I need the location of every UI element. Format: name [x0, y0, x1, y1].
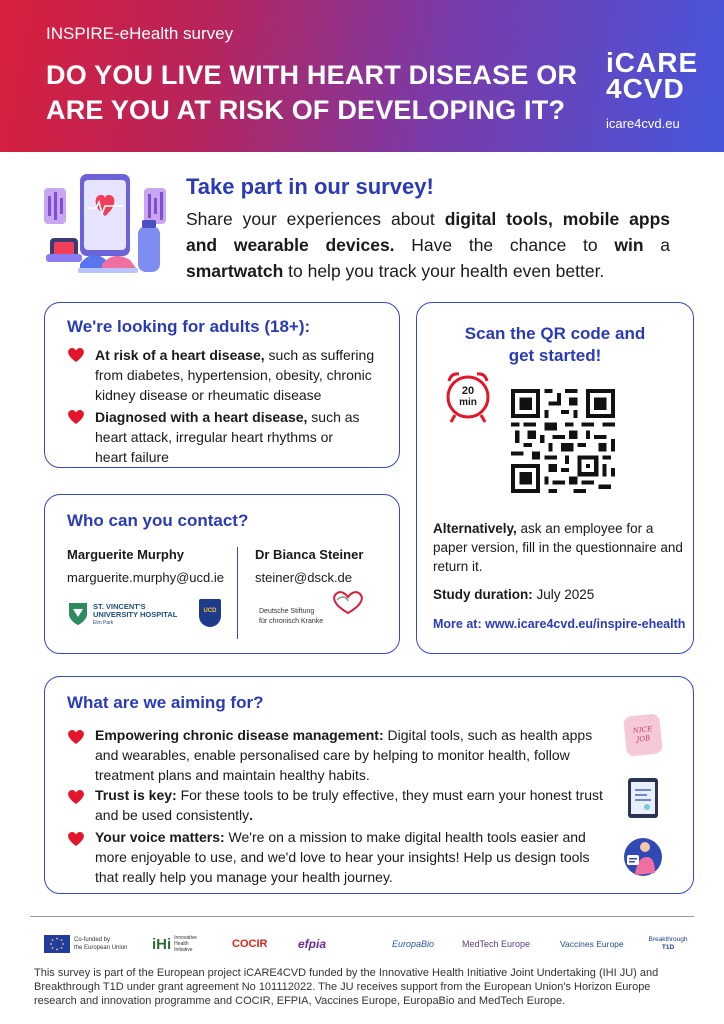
heart-icon [67, 347, 85, 363]
ucd-crest-text: UCD [203, 608, 217, 614]
contact-person-murphy [67, 547, 224, 585]
hero-title: Take part in our survey! [186, 174, 434, 199]
ihi-logo [152, 926, 212, 962]
aim-item-text: For these tools to be truly effective, they must earn your honest trust and be used consistently [95, 787, 603, 823]
logo-line-1: iCARE [606, 47, 699, 78]
headline-line-2: ARE YOU AT RISK OF DEVELOPING IT? [46, 95, 566, 125]
icare4cvd-logo [606, 47, 699, 131]
person-feedback-icon [623, 835, 663, 879]
timer-icon [443, 369, 493, 425]
aim-item-end: . [249, 807, 253, 823]
hero-text-bold: digital tools, mobile apps and wearable devices. [186, 209, 670, 255]
logo-url: icare4cvd.eu [606, 116, 680, 131]
aim-item [95, 827, 611, 887]
dsck-line-2: für chronisch Kranke [259, 618, 324, 625]
survey-kicker: INSPIRE-eHealth survey [46, 24, 234, 43]
timer-unit: min [459, 397, 477, 408]
heart-icon [67, 409, 85, 425]
contact-name: Dr Bianca Steiner [255, 547, 364, 562]
hero-text-part: to help you track your health even better. [283, 261, 605, 281]
eligibility-item-text: such as heart attack, irregular heart rhythms or heart failure [95, 409, 360, 465]
qr-card [416, 302, 694, 654]
contact-person-steiner [255, 547, 363, 585]
nice-job-sticker [623, 713, 663, 757]
hero-text-bold: smartwatch [186, 261, 284, 281]
eu-line-2: the European Union [74, 945, 128, 951]
svuh-line-2: UNIVERSITY HOSPITAL [93, 610, 178, 619]
vaccines-europe-logo: Vaccines Europe [560, 939, 624, 949]
ihi-line-2: Health [174, 941, 189, 947]
alternative-bold: Alternatively, [433, 521, 517, 536]
page-headline [46, 58, 577, 128]
ucd-crest [199, 599, 221, 627]
medtech-europe-logo: MedTech Europe [462, 939, 531, 949]
contact-card [44, 494, 400, 654]
funding-disclaimer: This survey is part of the European project iCARE4CVD funded by the Innovative Health Initiative Joint Undertaking (IHI JU) and Breakthrough T1D under grant agreement No 101112022. The JU receives support from the European Union's Horizon Europe research and innovation programme and COCIR, EFPIA, Vaccines Europe, EuropaBio and MedTech Europe. [34, 967, 659, 1007]
svuh-line-3: Elm Park [93, 620, 114, 626]
aim-item-bold: Empowering chronic disease management: [95, 727, 384, 743]
headline-line-1: DO YOU LIVE WITH HEART DISEASE OR [46, 60, 578, 90]
cocir-logo: COCIR [232, 938, 268, 950]
shield-icon [67, 601, 89, 627]
heart-icon [67, 789, 85, 805]
header-banner [0, 0, 724, 152]
contact-email[interactable]: steiner@dsck.de [255, 570, 353, 585]
dsck-logo [259, 591, 379, 631]
contact-email[interactable]: marguerite.murphy@ucd.ie [67, 570, 224, 585]
aim-item [95, 725, 611, 785]
study-duration [433, 585, 689, 604]
hero-text-part: Have the chance to [394, 235, 615, 255]
timer-value: 20 [461, 385, 475, 397]
heart-icon [67, 831, 85, 847]
partner-logos [0, 926, 724, 962]
ihi-mark: iHi [152, 935, 172, 953]
hero-text-bold: win [614, 235, 644, 255]
ihi-line-1: Innovative [174, 935, 197, 941]
eu-logo [44, 926, 134, 962]
eligibility-card [44, 302, 400, 468]
svuh-line-1: ST. VINCENT'S [93, 602, 146, 611]
qr-title-line-2: get started! [508, 346, 602, 365]
eligibility-item-bold: Diagnosed with a heart disease, [95, 409, 308, 425]
eligibility-item-bold: At risk of a heart disease, [95, 347, 265, 363]
hero-text [186, 206, 670, 284]
alternative-text [433, 519, 689, 576]
aims-card [44, 676, 694, 894]
aims-title: What are we aiming for? [67, 693, 264, 712]
breakthrough-t1d-logo [640, 926, 700, 962]
eu-line-1: Co-funded by [74, 937, 111, 943]
contact-name: Marguerite Murphy [67, 547, 185, 562]
alternative-body: ask an employee for a paper version, fill in the questionnaire and return it. [433, 521, 683, 574]
qr-title-line-1: Scan the QR code and [464, 324, 646, 343]
dsck-line-1: Deutsche Stiftung [259, 608, 315, 615]
aim-item-bold: Your voice matters: [95, 829, 225, 845]
logo-line-2: 4CVD [606, 73, 685, 104]
eligibility-item [95, 345, 391, 405]
eu-flag-icon [44, 935, 70, 953]
eligibility-item [95, 407, 365, 467]
qr-code[interactable] [511, 389, 615, 493]
efpia-logo: efpia [298, 937, 327, 951]
aim-item-bold: Trust is key: [95, 787, 177, 803]
breakthrough-line-2: T1D [661, 944, 675, 951]
contact-divider [237, 547, 238, 639]
aim-item-text: Digital tools, such as health apps and wearables, enable personalised care by helping to monitor health, follow treatment plans and maintain healthy habits. [95, 727, 593, 783]
eligibility-title: We're looking for adults (18+): [67, 317, 311, 336]
aim-item [95, 785, 611, 825]
qr-title [417, 323, 693, 367]
aim-item-text: We're on a mission to make digital health tools easier and more enjoyable to use, and we'd love to hear your insights! Help us design tools that really help you manage your health journey. [95, 829, 590, 885]
europabio-logo: EuropaBio [392, 939, 435, 949]
wearables-illustration [40, 168, 170, 286]
more-info-link[interactable]: More at: www.icare4cvd.eu/inspire-ehealth [433, 617, 686, 631]
duration-value: July 2025 [532, 587, 595, 602]
heart-outline-icon [331, 591, 365, 615]
tablet-icon [627, 777, 659, 819]
hero-text-part: Share your experiences about [186, 209, 445, 229]
heart-icon [67, 729, 85, 745]
contact-title: Who can you contact? [67, 511, 249, 530]
hero-text-part: a [643, 235, 670, 255]
breakthrough-line-1: Breakthrough [648, 936, 688, 943]
st-vincents-logo [67, 601, 187, 631]
ihi-line-3: Initiative [174, 947, 193, 953]
sticker-text: NICE JOB [632, 725, 653, 744]
footer-divider [30, 916, 694, 917]
eligibility-item-text: such as suffering from diabetes, hypertension, obesity, chronic kidney disease or rheumatic disease [95, 347, 375, 403]
duration-label: Study duration: [433, 587, 533, 602]
